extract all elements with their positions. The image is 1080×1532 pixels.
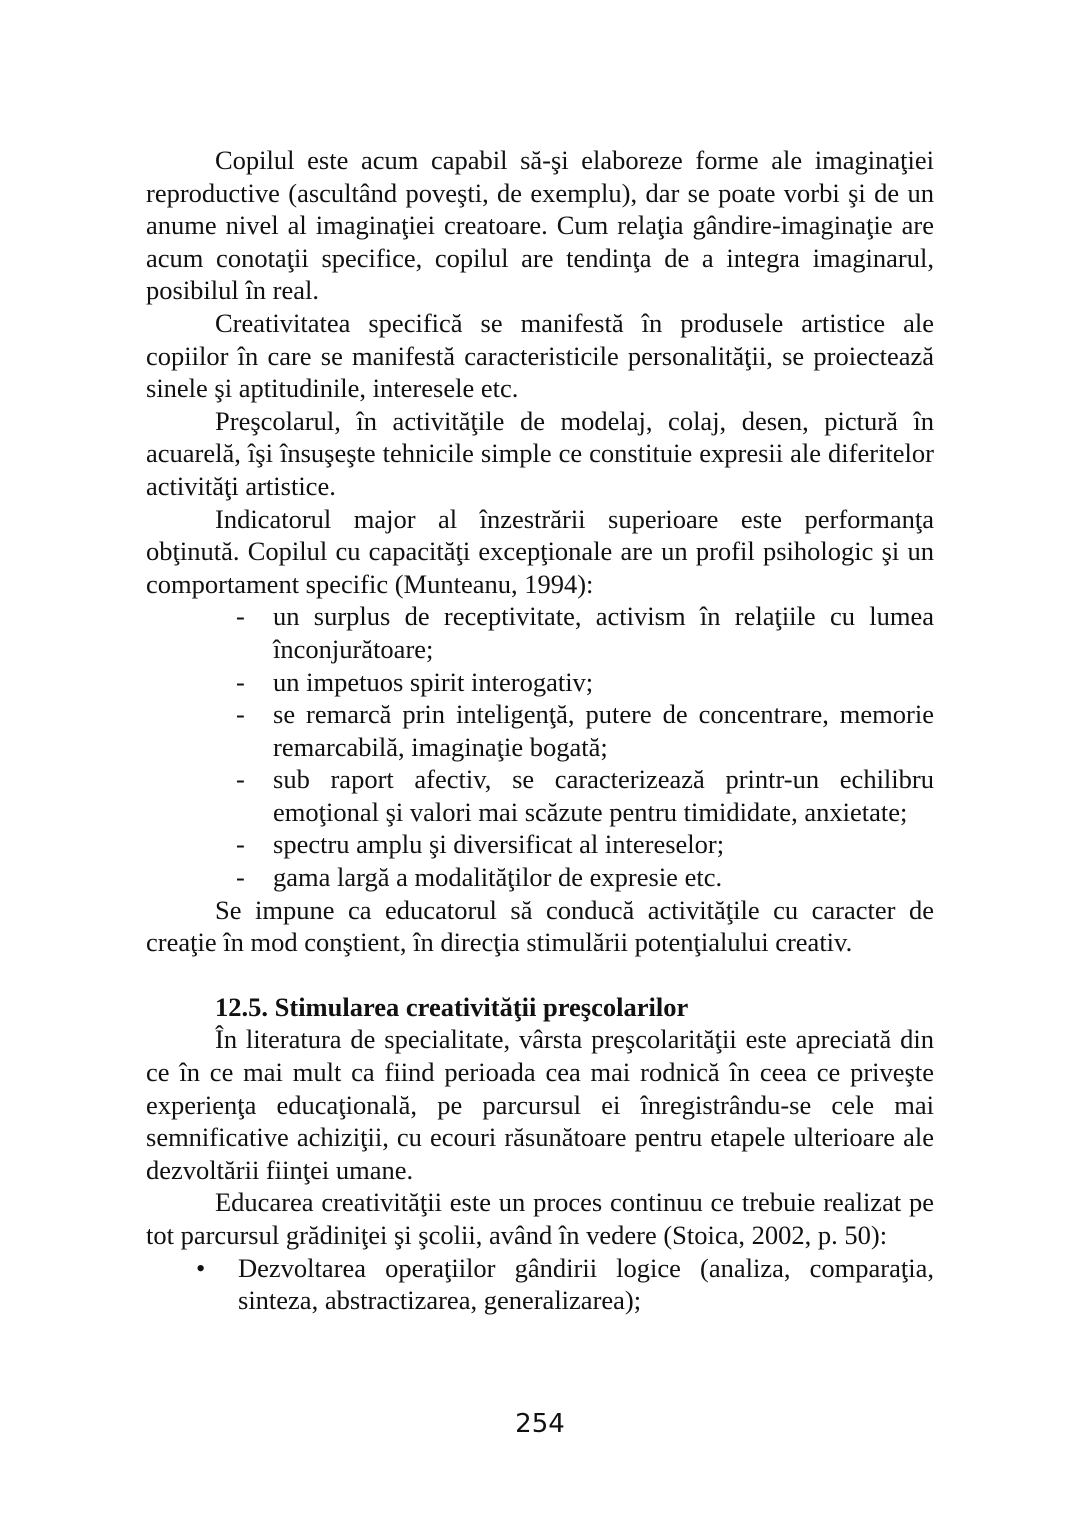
list-item (236, 828, 934, 861)
dash-marker: - (236, 862, 245, 893)
paragraph-major-indicator: Indicatorul major al înzestrării superioare este performanţa obţinută. Copilul cu capacităţi excepţionale are un profil psihologic şi un comportament specific (Munteanu, 1994): (146, 503, 934, 599)
dash-marker: - (236, 601, 245, 632)
list-item (236, 861, 934, 894)
page-body (146, 144, 934, 1317)
dash-marker: - (236, 829, 245, 860)
list-item-text: gama largă a modalităţilor de expresie etc. (273, 862, 723, 893)
list-item-text: se remarcă prin inteligenţă, putere de concentrare, memorie remarcabilă, imaginaţie bogată; (273, 699, 934, 762)
list-item (236, 698, 934, 763)
list-item (236, 600, 934, 665)
paragraph-creativity: Creativitatea specifică se manifestă în produsele artistice ale copiilor în care se manifestă caracteristicile personalităţii, se proiectează sinele şi aptitudinile, interesele etc. (146, 307, 934, 404)
bullet-marker: • (196, 1252, 206, 1283)
traits-dash-list (146, 600, 934, 893)
list-item (236, 666, 934, 699)
paragraph-preschool-age: În literatura de specialitate, vârsta preşcolarităţii este apreciată din ce în ce mai mult ca fiind perioada cea mai rodnică în ceea ce priveşte experienţa educaţională, pe parcursul ei înregistrându-se cele mai semnificative achiziţii, cu ecouri răsunătoare pentru etapele ulterioare ale dezvoltării fiinţei umane. (146, 1024, 934, 1185)
list-item-text: sub raport afectiv, se caracterizează printr-un echilibru emoţional şi valori mai scăzute pentru timididate, anxietate; (273, 764, 934, 827)
list-item (236, 763, 934, 828)
objectives-bullet-list (146, 1252, 934, 1317)
list-item-text: un surplus de receptivitate, activism în relaţiile cu lumea înconjurătoare; (273, 601, 934, 664)
section-heading: 12.5. Stimularea creativităţii preşcolarilor (215, 991, 689, 1022)
list-item-text: un impetuos spirit interogativ; (273, 666, 594, 697)
list-item-text: spectru amplu şi diversificat al intereselor; (273, 829, 725, 860)
list-item (196, 1252, 934, 1317)
paragraph-preschooler-activities: Preşcolarul, în activităţile de modelaj, colaj, desen, pictură în acuarelă, îşi însuşeşte tehnicile simple ce constituie expresii ale diferitelor activităţi artistice. (146, 405, 934, 501)
paragraph-educator: Se impune ca educatorul să conducă activităţile cu caracter de creaţie în mod conştient, în direcţia stimulării potenţialului creativ. (146, 894, 934, 958)
dash-marker: - (236, 666, 245, 697)
dash-marker: - (236, 764, 245, 795)
paragraph-imagination: Copilul este acum capabil să-şi elaboreze forme ale imaginaţiei reproductive (ascultând poveşti, de exemplu), dar se poate vorbi şi de un anume nivel al imaginaţiei creatoare. Cum relaţia gândire-imaginaţie are acum conotaţii specifice, copilul are tendinţa de a integra imaginarul, posibilul în real. (146, 145, 934, 306)
paragraph-creativity-education: Educarea creativităţii este un proces continuu ce trebuie realizat pe tot parcursul grădiniţei şi şcolii, având în vedere (Stoica, 2002, p. 50): (146, 1187, 934, 1250)
list-item-text: Dezvoltarea operaţiilor gândirii logice (analiza, comparaţia, sinteza, abstractizarea, generalizarea); (238, 1252, 934, 1316)
page-number: 254 (515, 1409, 565, 1439)
dash-marker: - (236, 699, 245, 730)
